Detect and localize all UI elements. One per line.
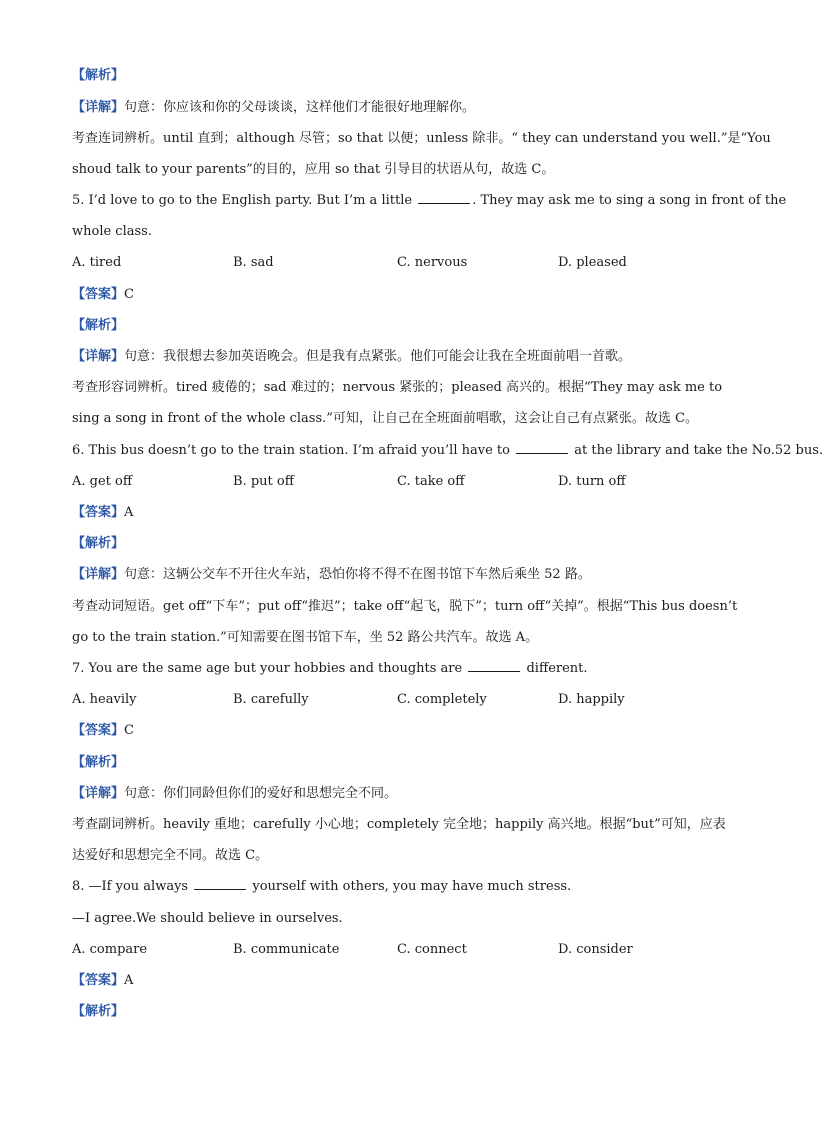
option-b: B. carefully: [233, 692, 309, 707]
stem-text: . They may ask me to sing a song in front of the: [472, 193, 787, 208]
options-row: [72, 940, 732, 960]
analysis-label: 【解析】: [72, 536, 125, 551]
option-c: C. connect: [397, 942, 467, 957]
analysis-heading: [72, 316, 732, 336]
option-d: D. consider: [558, 942, 633, 957]
detail-text: 句意：你应该和你的父母谈谈，这样他们才能很好地理解你。: [124, 100, 476, 115]
answer-label: 【答案】: [72, 287, 125, 302]
answer-line: [72, 971, 732, 991]
detail-line: [72, 565, 732, 585]
option-b: B. sad: [233, 255, 274, 270]
answer-value: A: [124, 505, 134, 520]
detail-text: 句意：这辆公交车不开往火车站，恐怕你将不得不在图书馆下车然后乘坐 52 路。: [124, 567, 591, 582]
question-stem: [72, 441, 823, 461]
question-stem: whole class.: [72, 224, 152, 239]
stem-text: 8. —If you always: [72, 879, 189, 894]
analysis-heading: [72, 534, 732, 554]
stem-text: 6. This bus doesn’t go to the train station. I’m afraid you’ll have to: [72, 443, 510, 458]
answer-value: C: [124, 723, 134, 738]
option-d: D. turn off: [558, 474, 626, 489]
question-stem: [72, 659, 732, 679]
stem-text: 7. You are the same age but your hobbies and thoughts are: [72, 661, 463, 676]
answer-label: 【答案】: [72, 723, 125, 738]
question-stem: —I agree.We should believe in ourselves.: [72, 911, 343, 926]
stem-text: 5. I’d love to go to the English party. But I’m a little: [72, 193, 413, 208]
option-a: A. compare: [72, 942, 148, 957]
analysis-heading: [72, 66, 732, 86]
analysis-label: 【解析】: [72, 68, 125, 83]
stem-text: at the library and take the No.52 bus.: [574, 443, 823, 458]
detail-line: [72, 347, 732, 367]
option-a: A. tired: [72, 255, 122, 270]
options-row: [72, 690, 732, 710]
option-c: C. nervous: [397, 255, 468, 270]
option-a: A. heavily: [72, 692, 137, 707]
analysis-text: sing a song in front of the whole class.”可知，让自己在全班面前唱歌，这会让自己有点紧张。故选 C。: [72, 411, 698, 426]
answer-label: 【答案】: [72, 505, 125, 520]
detail-text: 句意：你们同龄但你们的爱好和思想完全不同。: [124, 786, 398, 801]
answer-value: C: [124, 287, 134, 302]
analysis-text: 考查副词辨析。heavily 重地；carefully 小心地；completely 完全地；happily 高兴地。根据“but”可知，应表: [72, 817, 726, 832]
question-stem: [72, 877, 732, 897]
answer-blank: [418, 191, 470, 204]
answer-value: A: [124, 973, 134, 988]
question-stem: [72, 191, 787, 211]
stem-text: different.: [526, 661, 588, 676]
analysis-text: 考查动词短语。get off“下车”；put off“推迟”；take off“起飞，脱下”；turn off“关掉”。根据“This bus doesn’t: [72, 599, 738, 614]
answer-label: 【答案】: [72, 973, 125, 988]
options-row: [72, 253, 732, 273]
answer-blank: [468, 659, 520, 672]
option-c: C. take off: [397, 474, 465, 489]
answer-blank: [516, 441, 568, 454]
analysis-heading: [72, 753, 732, 773]
option-d: D. happily: [558, 692, 625, 707]
analysis-label: 【解析】: [72, 318, 125, 333]
option-b: B. communicate: [233, 942, 340, 957]
analysis-label: 【解析】: [72, 1004, 125, 1019]
detail-line: [72, 98, 732, 118]
answer-blank: [194, 877, 246, 890]
option-b: B. put off: [233, 474, 294, 489]
analysis-text: 考查形容词辨析。tired 疲倦的；sad 难过的；nervous 紧张的；pleased 高兴的。根据“They may ask me to: [72, 380, 723, 395]
analysis-text: go to the train station.”可知需要在图书馆下车，坐 52 路公共汽车。故选 A。: [72, 630, 539, 645]
stem-text: yourself with others, you may have much stress.: [252, 879, 572, 894]
analysis-label: 【解析】: [72, 755, 125, 770]
detail-text: 句意：我很想去参加英语晚会。但是我有点紧张。他们可能会让我在全班面前唱一首歌。: [124, 349, 632, 364]
analysis-text: 考查连词辨析。until 直到；although 尽管；so that 以便；unless 除非。“ they can understand you well.”是“You: [72, 131, 771, 146]
analysis-heading: [72, 1002, 732, 1022]
option-a: A. get off: [72, 474, 133, 489]
analysis-text: shoud talk to your parents”的目的，应用 so that 引导目的状语从句，故选 C。: [72, 162, 555, 177]
detail-label: 【详解】: [72, 100, 125, 115]
answer-line: [72, 721, 732, 741]
detail-label: 【详解】: [72, 349, 125, 364]
option-d: D. pleased: [558, 255, 627, 270]
option-c: C. completely: [397, 692, 487, 707]
analysis-text: 达爱好和思想完全不同。故选 C。: [72, 848, 269, 863]
detail-line: [72, 784, 732, 804]
answer-line: [72, 285, 732, 305]
answer-line: [72, 503, 732, 523]
options-row: [72, 472, 732, 492]
detail-label: 【详解】: [72, 786, 125, 801]
detail-label: 【详解】: [72, 567, 125, 582]
